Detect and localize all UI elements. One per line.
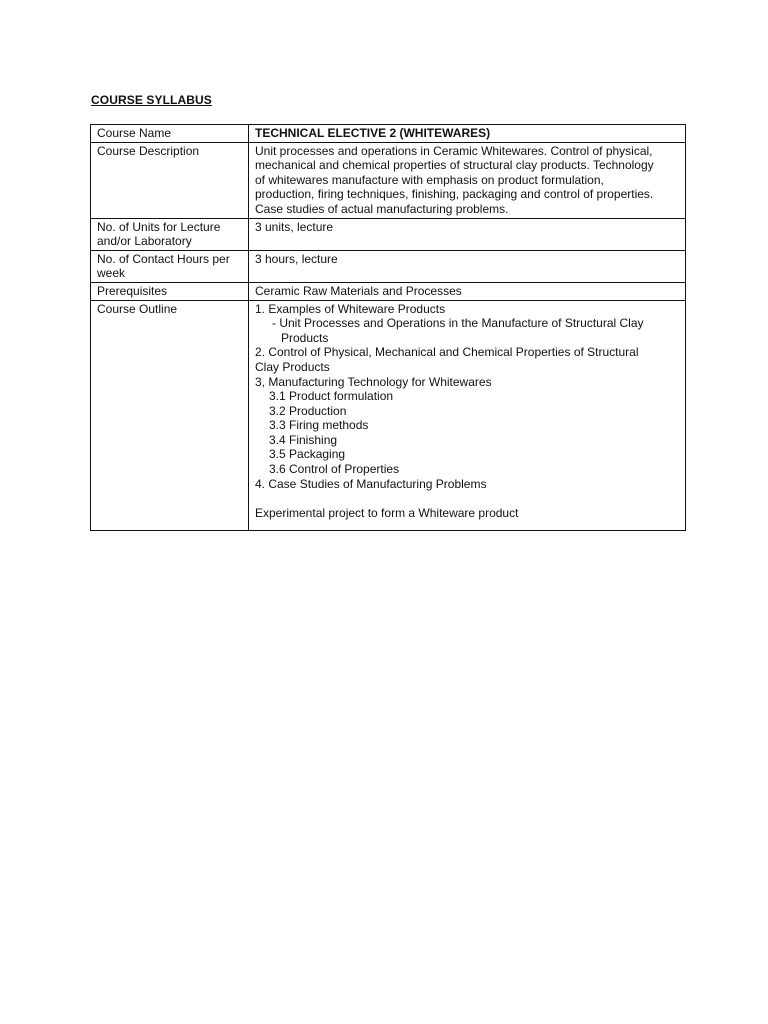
table-row-course-name xyxy=(91,125,686,143)
outline-subitem: 3.5 Packaging xyxy=(269,447,346,462)
description-line: mechanical and chemical properties of structural clay products. Technology xyxy=(255,158,654,173)
table-row-course-outline xyxy=(91,300,686,531)
outline-item: 1. Examples of Whiteware Products xyxy=(255,301,446,316)
bottom-spacer xyxy=(255,520,679,529)
outline-subitem: 3.3 Firing methods xyxy=(269,418,369,433)
course-name-label: Course Name xyxy=(91,125,249,143)
outline-subitem: 3.4 Finishing xyxy=(269,432,338,447)
description-line: Unit processes and operations in Ceramic Whitewares. Control of physical, xyxy=(255,143,653,158)
outline-project: Experimental project to form a Whiteware product xyxy=(255,505,519,520)
syllabus-table xyxy=(90,124,686,531)
outline-subitem: 3.1 Product formulation xyxy=(269,389,394,404)
course-outline-label: Course Outline xyxy=(91,300,249,531)
course-description-label: Course Description xyxy=(91,142,249,218)
outline-item: 2. Control of Physical, Mechanical and Chemical Properties of Structural xyxy=(255,345,639,360)
course-description-value xyxy=(249,142,686,218)
outline-item: Clay Products xyxy=(255,359,330,374)
outline-subitem: 3.6 Control of Properties xyxy=(269,462,400,477)
table-row-units xyxy=(91,218,686,250)
units-label xyxy=(91,218,249,250)
prerequisites-value: Ceramic Raw Materials and Processes xyxy=(249,282,686,300)
blank-line xyxy=(255,491,679,506)
description-line: Case studies of actual manufacturing problems. xyxy=(255,201,509,216)
contact-hours-label-line: No. of Contact Hours per xyxy=(97,251,230,266)
contact-hours-value: 3 hours, lecture xyxy=(249,250,686,282)
page-title: COURSE SYLLABUS xyxy=(91,93,212,107)
table-row-course-description xyxy=(91,142,686,218)
course-name-value: TECHNICAL ELECTIVE 2 (WHITEWARES) xyxy=(249,125,686,143)
contact-hours-label xyxy=(91,250,249,282)
description-line: of whitewares manufacture with emphasis on product formulation, xyxy=(255,172,604,187)
table-row-contact-hours xyxy=(91,250,686,282)
outline-subitem: Products xyxy=(281,330,329,345)
course-outline-value xyxy=(249,300,686,531)
outline-subitem: 3.2 Production xyxy=(269,403,347,418)
units-value: 3 units, lecture xyxy=(249,218,686,250)
outline-subitem: - Unit Processes and Operations in the Manufacture of Structural Clay xyxy=(272,316,644,331)
units-label-line: and/or Laboratory xyxy=(97,234,192,249)
units-label-line: No. of Units for Lecture xyxy=(97,219,221,234)
description-line: production, firing techniques, finishing, packaging and control of properties. xyxy=(255,187,654,202)
table-row-prerequisites xyxy=(91,282,686,300)
outline-item: 3, Manufacturing Technology for Whitewares xyxy=(255,374,492,389)
outline-item: 4. Case Studies of Manufacturing Problems xyxy=(255,476,487,491)
contact-hours-label-line: week xyxy=(97,266,126,281)
prerequisites-label: Prerequisites xyxy=(91,282,249,300)
